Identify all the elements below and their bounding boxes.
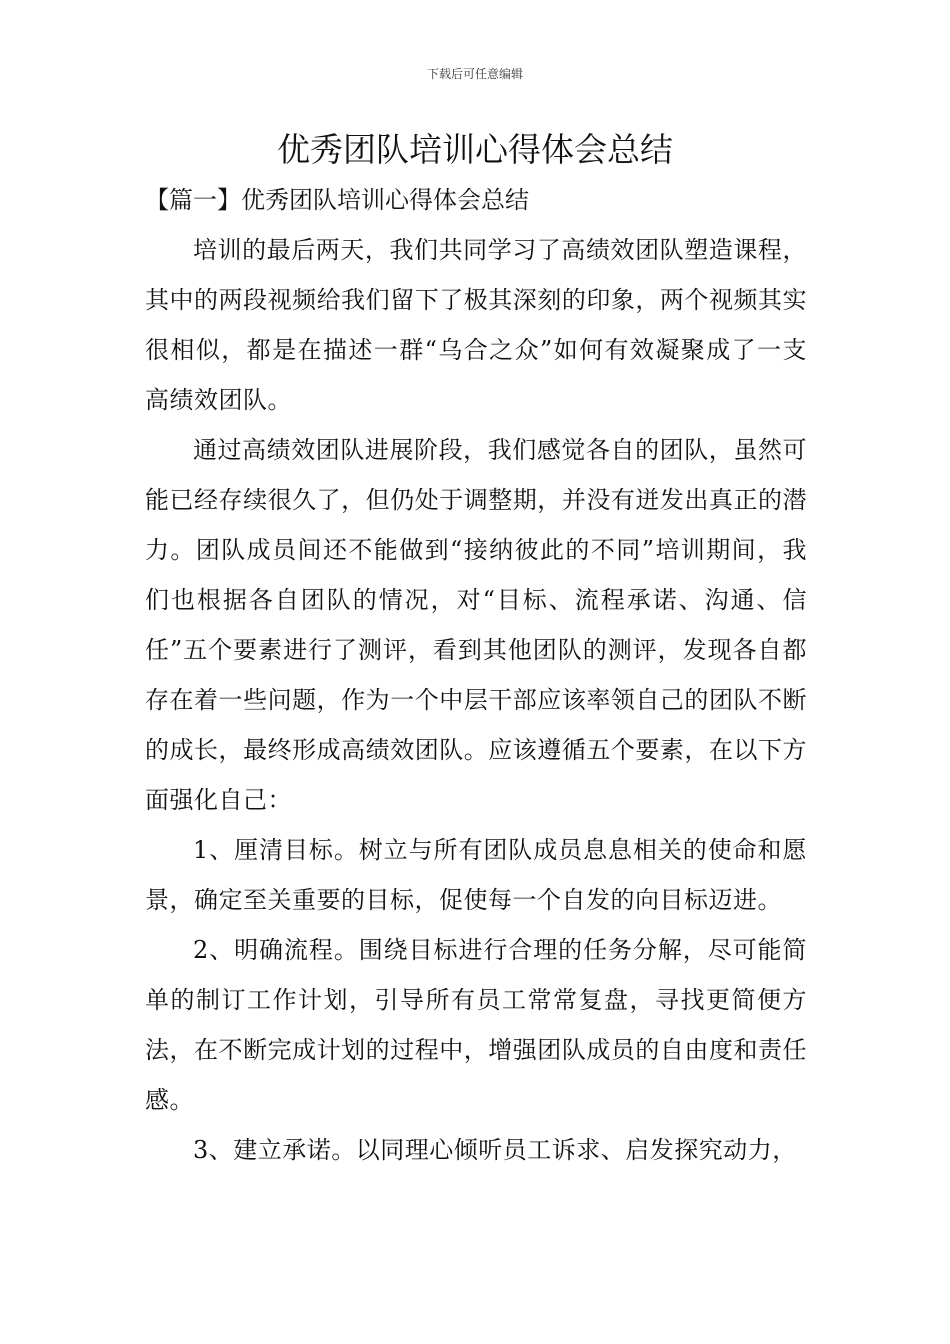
document-title: 优秀团队培训心得体会总结 xyxy=(277,130,673,169)
paragraph-3: 1、厘清目标。树立与所有团队成员息息相关的使命和愿景，确定至关重要的目标，促使每一个自发的向目标迈进。 xyxy=(145,836,807,914)
document-body xyxy=(145,175,807,1175)
paragraph-4: 2、明确流程。围绕目标进行合理的任务分解，尽可能简单的制订工作计划，引导所有员工常常复盘，寻找更简便方法，在不断完成计划的过程中，增强团队成员的自由度和责任感。 xyxy=(145,936,807,1114)
header-note: 下载后可任意编辑 xyxy=(426,67,523,81)
paragraph-2: 通过高绩效团队进展阶段，我们感觉各自的团队，虽然可能已经存续很久了，但仍处于调整期，并没有迸发出真正的潜力。团队成员间还不能做到“接纳彼此的不同”培训期间，我们也根据各自团队的情况，对“目标、流程承诺、沟通、信任”五个要素进行了测评，看到其他团队的测评，发现各自都存在着一些问题，作为一个中层干部应该率领自己的团队不断的成长，最终形成高绩效团队。应该遵循五个要素，在以下方面强化自己： xyxy=(145,436,807,814)
section-heading: 【篇一】优秀团队培训心得体会总结 xyxy=(145,186,529,214)
paragraph-1: 培训的最后两天，我们共同学习了高绩效团队塑造课程，其中的两段视频给我们留下了极其深刻的印象，两个视频其实很相似，都是在描述一群“乌合之众”如何有效凝聚成了一支高绩效团队。 xyxy=(145,236,807,414)
paragraph-5: 3、建立承诺。以同理心倾听员工诉求、启发探究动力， xyxy=(193,1136,797,1164)
